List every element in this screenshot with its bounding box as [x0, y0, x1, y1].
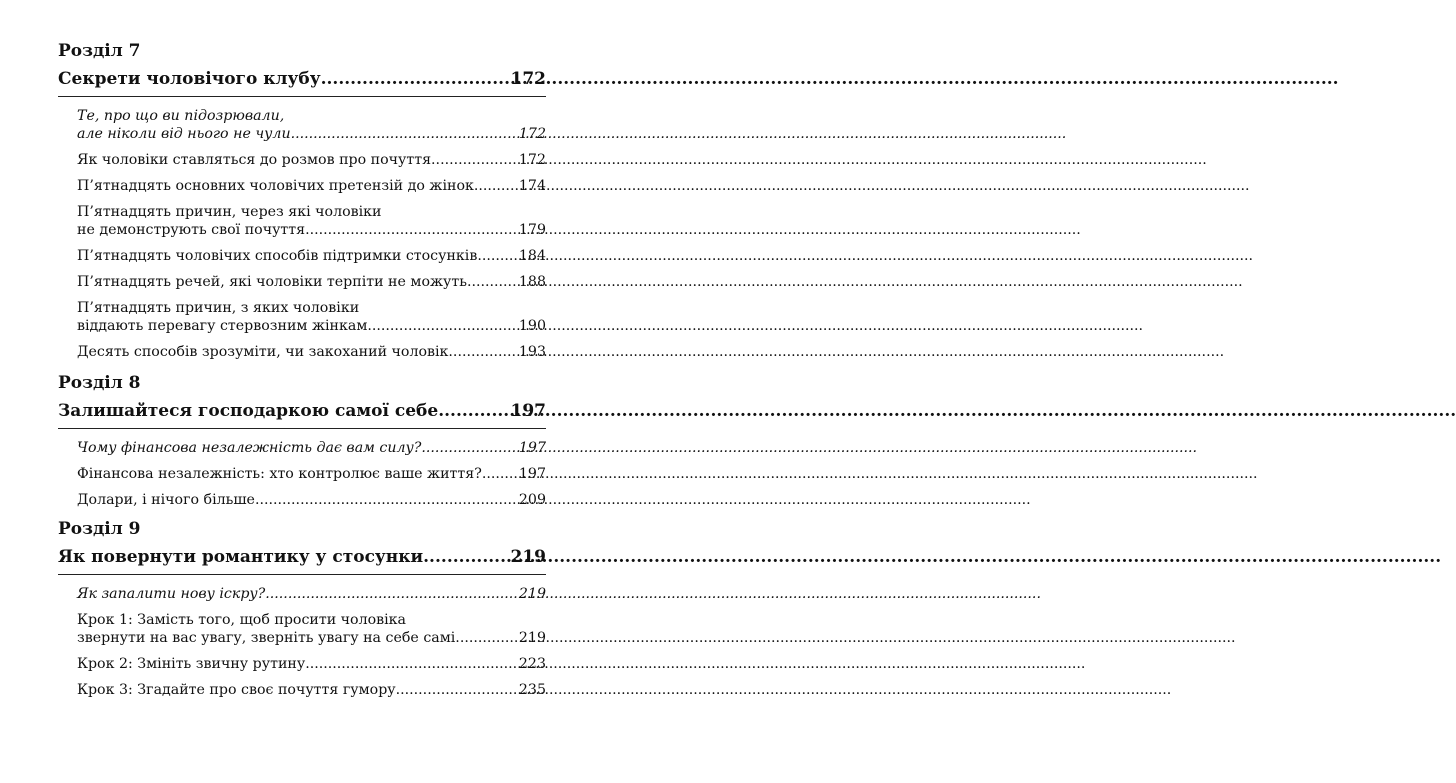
section-entry[interactable]	[77, 247, 546, 265]
chapter-page-number: 219	[510, 547, 546, 567]
section-title: звернути на вас увагу, зверніть увагу на себе самі.	[77, 630, 460, 646]
dot-leader	[305, 221, 518, 239]
dot-leader	[396, 681, 518, 699]
section-page-number: 197	[518, 440, 546, 456]
section-title: Долари, і нічого більше	[77, 492, 255, 508]
dot-leader	[321, 68, 507, 90]
dot-leader	[474, 177, 518, 195]
section-page-number: 223	[518, 656, 546, 672]
section-entry[interactable]	[77, 439, 546, 457]
chapter-8	[58, 372, 546, 517]
section-title: Фінансова незалежність: хто контролює ваше життя?	[77, 466, 482, 482]
section-page-number: 219	[518, 586, 546, 602]
section-title: Десять способів зрозуміти, чи закоханий чоловік	[77, 344, 449, 360]
section-page-number: 184	[518, 248, 546, 264]
section-entry[interactable]	[77, 491, 546, 509]
dot-leader	[291, 125, 518, 143]
section-page-number: 179	[518, 222, 546, 238]
chapter-divider	[58, 428, 546, 429]
section-page-number: 190	[518, 318, 546, 334]
dot-leader	[448, 343, 517, 361]
section-entry[interactable]	[77, 151, 546, 169]
section-entry[interactable]	[77, 611, 546, 647]
section-entry[interactable]	[77, 107, 546, 143]
section-title: віддають перевагу стервозним жінкам	[77, 318, 368, 334]
section-entry[interactable]	[77, 585, 546, 603]
dot-leader	[421, 439, 518, 457]
section-title-line1: П’ятнадцять причин, через які чоловіки	[77, 204, 382, 220]
dot-leader	[265, 585, 518, 603]
section-entry[interactable]	[77, 273, 546, 291]
dot-leader	[438, 400, 506, 422]
section-page-number: 193	[518, 344, 546, 360]
chapter-7	[58, 40, 546, 369]
chapter-page-number: 197	[510, 401, 546, 421]
section-title: Крок 3: Згадайте про своє почуття гумору	[77, 682, 396, 698]
section-page-number: 235	[518, 682, 546, 698]
chapter-title: Секрети чоловічого клубу	[58, 69, 321, 89]
section-entry[interactable]	[77, 177, 546, 195]
section-page-number: 197	[518, 466, 546, 482]
section-title: П’ятнадцять речей, які чоловіки терпіти не можуть	[77, 274, 467, 290]
chapter-title: Залишайтеся господаркою самої себе	[58, 401, 439, 421]
chapter-title-entry[interactable]	[58, 546, 546, 568]
section-title: Як чоловіки ставляться до розмов про почуття	[77, 152, 432, 168]
section-entry[interactable]	[77, 655, 546, 673]
chapter-9	[58, 518, 546, 707]
chapter-title: Як повернути романтику у стосунки	[58, 547, 424, 567]
chapter-divider	[58, 574, 546, 575]
section-list	[77, 107, 546, 361]
dot-leader	[467, 273, 518, 291]
chapter-title-entry[interactable]	[58, 400, 546, 422]
section-page-number: 209	[518, 492, 546, 508]
dot-leader	[460, 629, 518, 647]
section-entry[interactable]	[77, 681, 546, 699]
section-title-line1: П’ятнадцять причин, з яких чоловіки	[77, 300, 360, 316]
dot-leader	[367, 317, 518, 335]
section-page-number: 219	[518, 630, 546, 646]
dot-leader	[482, 465, 518, 483]
section-title: не демонструють свої почуття	[77, 222, 306, 238]
chapter-divider	[58, 96, 546, 97]
section-list	[77, 439, 546, 509]
chapter-label: Розділ 9	[58, 519, 141, 539]
section-list	[77, 585, 546, 699]
section-page-number: 172	[518, 126, 546, 142]
section-page-number: 174	[518, 178, 546, 194]
table-of-contents-page	[0, 0, 585, 783]
section-page-number: 172	[518, 152, 546, 168]
section-title: П’ятнадцять основних чоловічих претензій до жінок	[77, 178, 474, 194]
chapter-label: Розділ 7	[58, 41, 141, 61]
section-title: але ніколи від нього не чули	[77, 126, 291, 142]
section-title-line1: Те, про що ви підозрювали,	[77, 108, 285, 124]
dot-leader	[477, 247, 518, 265]
chapter-page-number: 172	[510, 69, 546, 89]
section-page-number: 188	[518, 274, 546, 290]
dot-leader	[431, 151, 518, 169]
dot-leader	[423, 546, 506, 568]
dot-leader	[310, 655, 518, 673]
section-entry[interactable]	[77, 343, 546, 361]
section-entry[interactable]	[77, 203, 546, 239]
chapter-title-entry[interactable]	[58, 68, 546, 90]
section-title-line1: Крок 1: Замість того, щоб просити чоловіка	[77, 612, 406, 628]
section-title: П’ятнадцять чоловічих способів підтримки стосунків	[77, 248, 478, 264]
section-title: Чому фінансова незалежність дає вам силу?	[77, 440, 422, 456]
section-title: Як запалити нову іскру?	[77, 586, 266, 602]
chapter-label: Розділ 8	[58, 373, 141, 393]
section-entry[interactable]	[77, 465, 546, 483]
section-title: Крок 2: Змініть звичну рутину.	[77, 656, 310, 672]
section-entry[interactable]	[77, 299, 546, 335]
dot-leader	[255, 491, 518, 509]
